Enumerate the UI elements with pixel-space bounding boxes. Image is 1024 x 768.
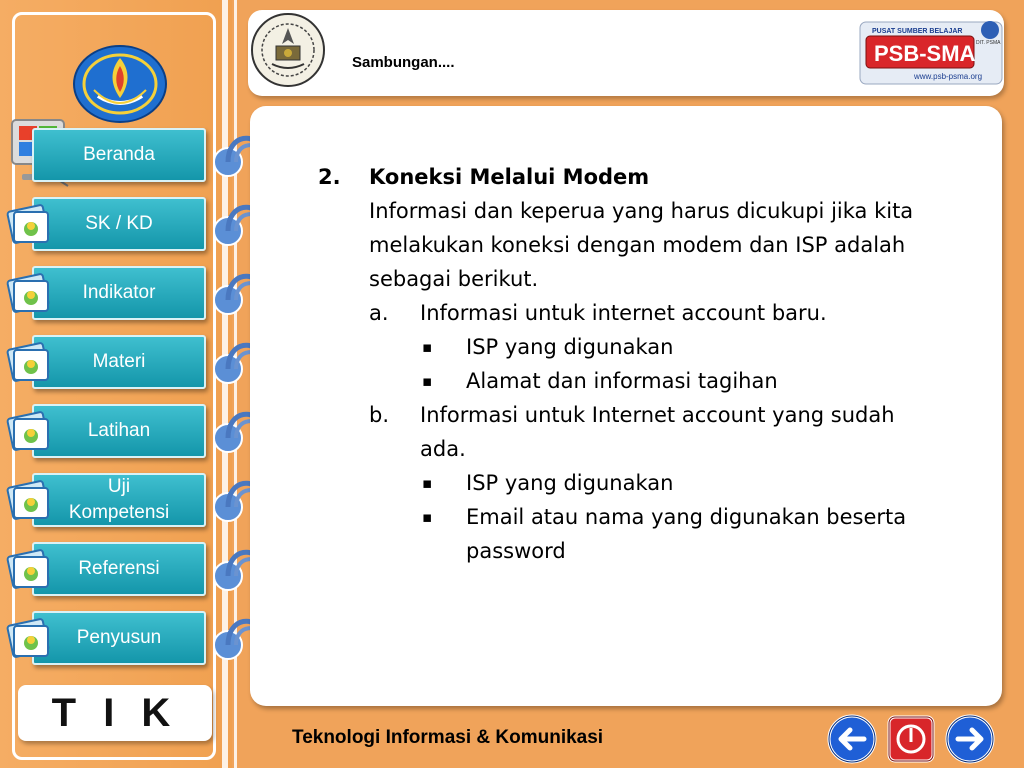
- sidebar-item-label: SK / KD: [85, 213, 153, 235]
- list-label-a: a.: [369, 301, 389, 325]
- photo-stack-icon: [4, 547, 54, 593]
- item-number: 2.: [318, 165, 341, 189]
- sidebar-item-sk-kd[interactable]: [32, 197, 206, 251]
- psb-sub: DIT. PSMA: [976, 40, 1001, 46]
- sidebar-item-latihan[interactable]: [32, 404, 206, 458]
- bullet-item: Alamat dan informasi tagihan: [466, 369, 778, 393]
- bullet-item: Email atau nama yang digunakan beserta: [466, 505, 907, 529]
- psb-badge: PSB-SMA: [874, 41, 976, 66]
- tik-label: T I K: [18, 685, 212, 741]
- back-button[interactable]: [826, 714, 878, 764]
- photo-stack-icon: [4, 271, 54, 317]
- footer-title: Teknologi Informasi & Komunikasi: [292, 727, 604, 748]
- exit-button[interactable]: [886, 714, 936, 764]
- photo-stack-icon: [4, 340, 54, 386]
- bullet-icon: ▪: [422, 372, 433, 390]
- list-label-b: b.: [369, 403, 390, 427]
- sidebar-item-label: Uji Kompetensi: [68, 476, 170, 523]
- bullet-item: ISP yang digunakan: [466, 335, 674, 359]
- sidebar-item-materi[interactable]: [32, 335, 206, 389]
- sidebar-item-penyusun[interactable]: [32, 611, 206, 665]
- photo-stack-icon: [4, 409, 54, 455]
- sidebar-item-label: Materi: [92, 351, 146, 373]
- photo-stack-icon: [4, 616, 54, 662]
- sidebar-item-referensi[interactable]: [32, 542, 206, 596]
- photo-stack-icon: [4, 202, 54, 248]
- sidebar-item-label: Indikator: [82, 282, 156, 304]
- bullet-item: password: [466, 539, 566, 563]
- list-item-a: Informasi untuk internet account baru.: [420, 301, 827, 325]
- intro-line: Informasi dan keperua yang harus dicukupi jika kita: [369, 199, 914, 223]
- university-seal-icon: [248, 10, 328, 90]
- tut-wuri-handayani-logo: [72, 44, 168, 124]
- bullet-icon: ▪: [422, 474, 433, 492]
- psb-url: www.psb-psma.org: [914, 72, 983, 81]
- psb-line1: PUSAT SUMBER BELAJAR: [872, 28, 963, 35]
- sidebar-item-uji-kompetensi[interactable]: [32, 473, 206, 527]
- sidebar-item-label: Referensi: [78, 558, 160, 580]
- sidebar-item-label: Penyusun: [76, 627, 162, 649]
- sidebar-item-indikator[interactable]: [32, 266, 206, 320]
- bullet-item: ISP yang digunakan: [466, 471, 674, 495]
- bullet-icon: ▪: [422, 338, 433, 356]
- sidebar-item-label: Latihan: [87, 420, 151, 442]
- sidebar-item-beranda[interactable]: [32, 128, 206, 182]
- intro-line: sebagai berikut.: [369, 267, 539, 291]
- psb-sma-logo: [858, 16, 1004, 86]
- section-heading: Koneksi Melalui Modem: [369, 165, 650, 189]
- sidebar-item-label: Beranda: [83, 144, 155, 166]
- list-item-b: Informasi untuk Internet account yang sudah: [420, 403, 895, 427]
- page-title: Sambungan....: [352, 54, 455, 71]
- bullet-icon: ▪: [422, 508, 433, 526]
- photo-stack-icon: [4, 478, 54, 524]
- list-item-b: ada.: [420, 437, 466, 461]
- intro-line: melakukan koneksi dengan modem dan ISP adalah: [369, 233, 906, 257]
- next-button[interactable]: [944, 714, 996, 764]
